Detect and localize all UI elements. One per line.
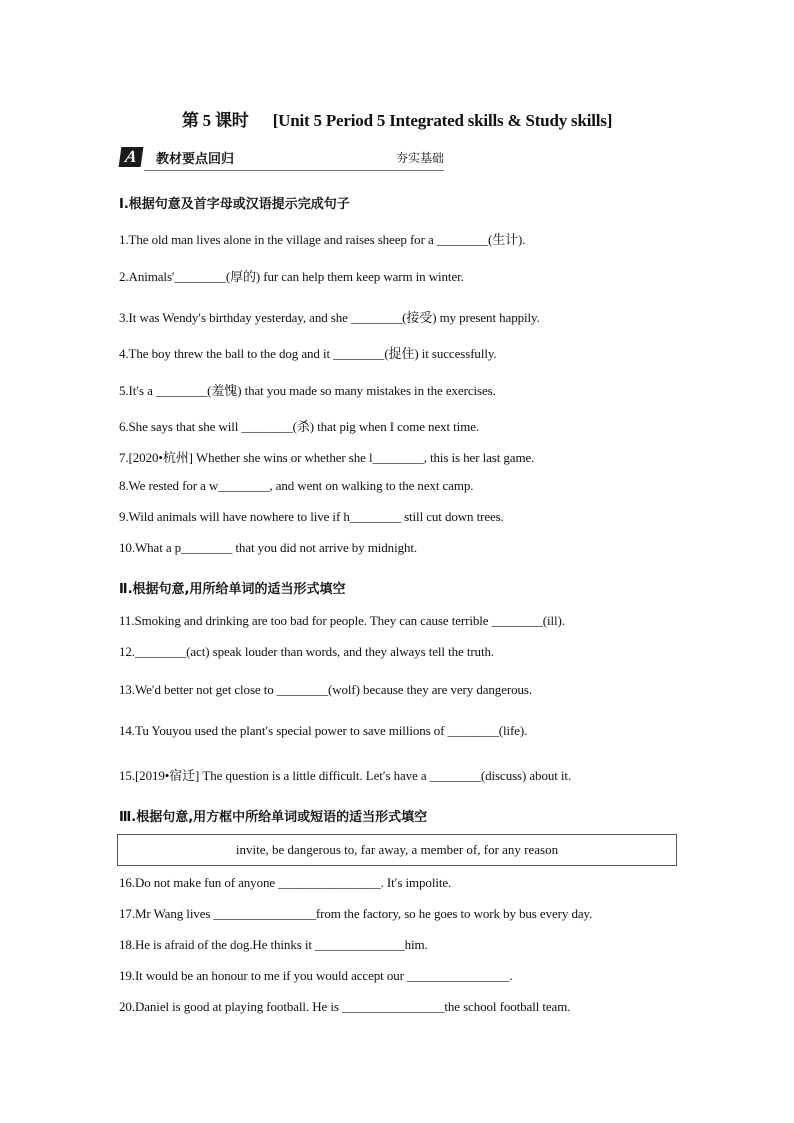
question-item: 7.[2020•杭州] Whether she wins or whether she l________, this is her last game. [119, 450, 535, 465]
question-item: 14.Tu Youyou used the plant′s special power to save millions of ________(life). [119, 723, 528, 738]
banner-underline [144, 170, 444, 171]
question-item: 8.We rested for a w________, and went on walking to the next camp. [119, 478, 474, 493]
question-item: 11.Smoking and drinking are too bad for people. They can cause terrible ________(ill). [119, 613, 565, 628]
question-item: 20.Daniel is good at playing football. He is ________________the school football team. [119, 999, 571, 1014]
banner-subtitle: 夯实基础 [395, 151, 444, 165]
question-item: 12.________(act) speak louder than words, and they always tell the truth. [119, 644, 495, 659]
question-item: 15.[2019•宿迁] The question is a little difficult. Let′s have a ________(discuss) about it. [119, 768, 572, 783]
question-item: 19.It would be an honour to me if you would accept our ________________. [119, 968, 513, 983]
banner-title: 教材要点回归 [156, 152, 235, 167]
question-item: 17.Mr Wang lives ________________from the factory, so he goes to work by bus every day. [119, 906, 593, 921]
question-item: 9.Wild animals will have nowhere to live if h________ still cut down trees. [119, 509, 504, 524]
section-banner [120, 145, 444, 171]
word-bank-box: invite, be dangerous to, far away, a member of, for any reason [117, 834, 677, 866]
lesson-label: 第 5 课时 [181, 111, 249, 130]
question-item: 3.It was Wendy′s birthday yesterday, and she ________(接受) my present happily. [119, 310, 540, 325]
question-item: 18.He is afraid of the dog.He thinks it ______________him. [119, 937, 428, 952]
page-title [0, 106, 794, 131]
section-heading-1: Ⅰ.根据句意及首字母或汉语提示完成句子 [119, 197, 350, 212]
section-heading-3: Ⅲ.根据句意,用方框中所给单词或短语的适当形式填空 [119, 810, 428, 825]
question-item: 10.What a p________ that you did not arrive by midnight. [119, 540, 418, 555]
section-heading-2: Ⅱ.根据句意,用所给单词的适当形式填空 [119, 582, 346, 597]
question-item: 2.Animals′________(厚的) fur can help them keep warm in winter. [119, 269, 464, 284]
unit-title: [Unit 5 Period 5 Integrated skills & Study skills] [272, 111, 613, 130]
question-item: 4.The boy threw the ball to the dog and it ________(捉住) it successfully. [119, 346, 497, 361]
question-item: 6.She says that she will ________(杀) that pig when I come next time. [119, 419, 480, 434]
question-item: 13.We′d better not get close to ________(wolf) because they are very dangerous. [119, 682, 533, 697]
question-item: 5.It′s a ________(羞愧) that you made so many mistakes in the exercises. [119, 383, 496, 398]
question-item: 1.The old man lives alone in the village and raises sheep for a ________(生计). [119, 232, 526, 247]
banner-badge: A [119, 147, 144, 167]
question-item: 16.Do not make fun of anyone ________________. It′s impolite. [119, 875, 452, 890]
